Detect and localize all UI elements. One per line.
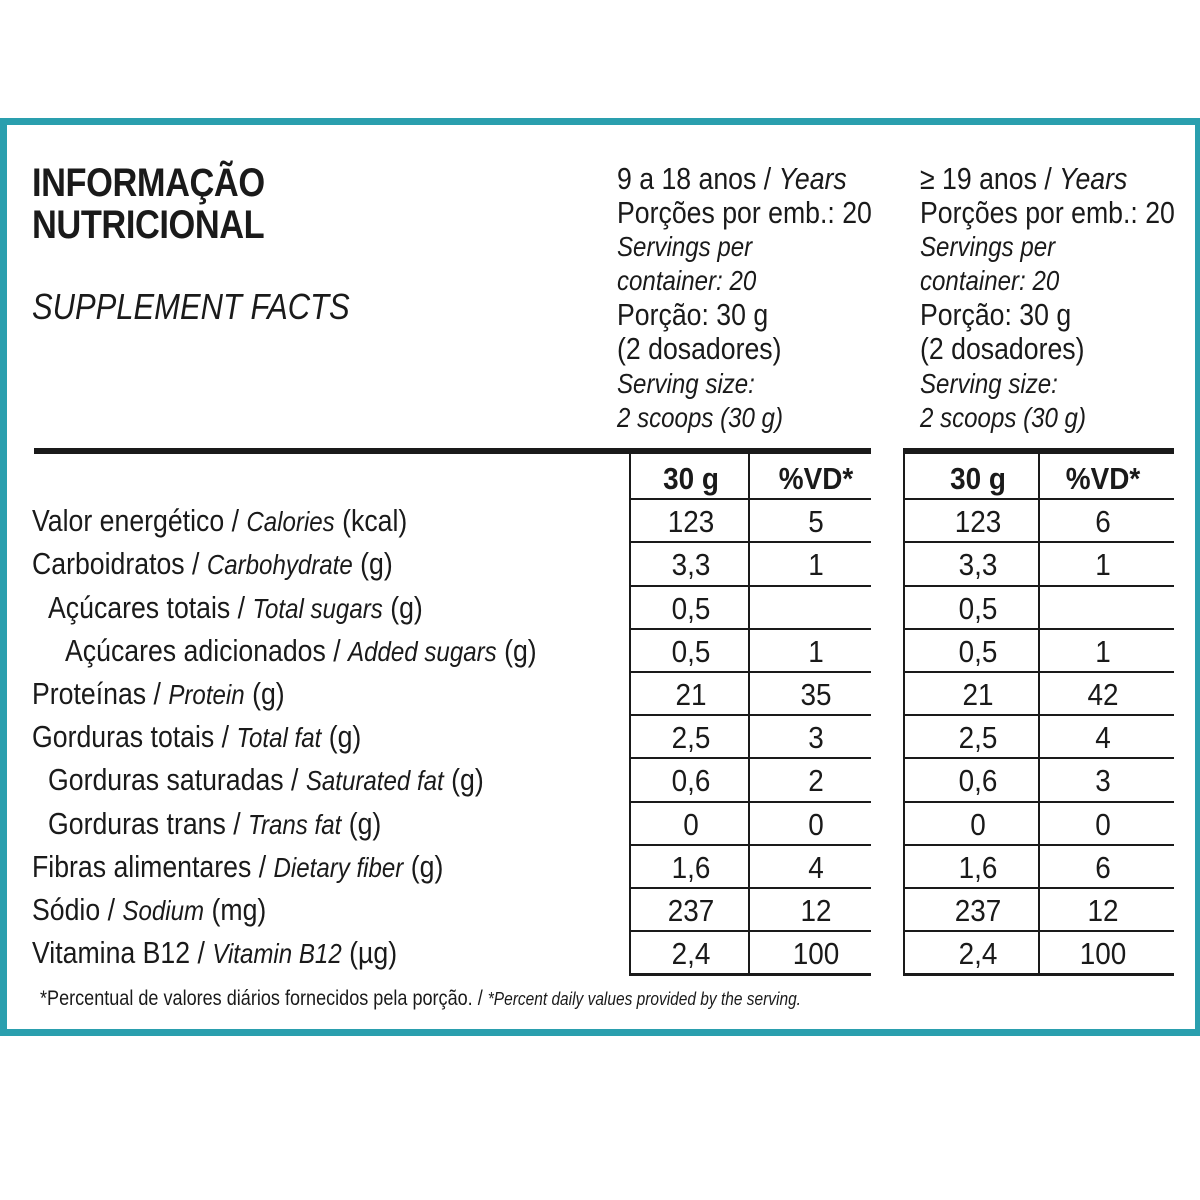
group-2-servings-en-2: container: 20	[920, 265, 1060, 296]
group-2-portion-pt-2: (2 dosadores)	[920, 331, 1085, 366]
dv-cell: 6	[1095, 850, 1111, 885]
dv-cell: 0	[808, 807, 824, 842]
row-label: Gorduras totais / Total fat (g)	[32, 719, 362, 754]
amount-cell: 123	[954, 504, 1002, 539]
thick-rule-left	[34, 448, 871, 454]
group-1-portion-pt-1: Porção: 30 g	[617, 297, 769, 332]
dv-cell: 4	[808, 850, 824, 885]
dv-cell: 0	[1095, 807, 1111, 842]
amount-cell: 3,3	[671, 547, 711, 582]
column-header-dv: %VD*	[1065, 461, 1141, 496]
amount-cell: 0,6	[671, 763, 711, 798]
title-line-2: NUTRICIONAL	[32, 203, 265, 247]
group-1-age: 9 a 18 anos / Years	[617, 161, 847, 196]
group-1-servings-pt: Porções por emb.: 20	[617, 195, 872, 230]
row-divider-left	[629, 498, 871, 500]
amount-cell: 0,5	[958, 591, 998, 626]
row-divider-left	[629, 801, 871, 803]
amount-cell: 21	[675, 677, 707, 712]
dv-cell: 4	[1095, 720, 1111, 755]
dv-cell: 35	[800, 677, 832, 712]
dv-cell: 6	[1095, 504, 1111, 539]
group-2-age: ≥ 19 anos / Years	[920, 161, 1128, 196]
dv-cell: 1	[808, 634, 824, 669]
column-header-amount: 30 g	[950, 461, 1006, 496]
group-2-servings-en-1: Servings per	[920, 231, 1056, 262]
amount-cell: 1,6	[671, 850, 711, 885]
row-label: Carboidratos / Carbohydrate (g)	[32, 546, 393, 581]
row-divider-left	[629, 585, 871, 587]
amount-cell: 0,5	[671, 634, 711, 669]
column-divider	[1038, 454, 1040, 975]
group-1-portion-en-1: Serving size:	[617, 368, 755, 399]
amount-cell: 1,6	[958, 850, 998, 885]
nutrition-panel	[0, 118, 1200, 1036]
amount-cell: 2,4	[958, 936, 998, 971]
amount-cell: 0	[683, 807, 699, 842]
amount-cell: 0,5	[671, 591, 711, 626]
dv-cell: 2	[808, 763, 824, 798]
row-label: Fibras alimentares / Dietary fiber (g)	[32, 849, 444, 884]
group-1-portion-pt-2: (2 dosadores)	[617, 331, 782, 366]
column-divider	[629, 454, 631, 975]
dv-cell: 1	[1095, 634, 1111, 669]
dv-cell: 3	[1095, 763, 1111, 798]
dv-cell: 12	[1087, 893, 1119, 928]
dv-cell: 42	[1087, 677, 1119, 712]
dv-cell: 3	[808, 720, 824, 755]
amount-cell: 237	[954, 893, 1002, 928]
amount-cell: 2,5	[671, 720, 711, 755]
group-2-portion-en-1: Serving size:	[920, 368, 1058, 399]
row-label: Gorduras trans / Trans fat (g)	[48, 806, 382, 841]
row-label: Gorduras saturadas / Saturated fat (g)	[48, 762, 484, 797]
column-divider	[903, 454, 905, 975]
amount-cell: 0,5	[958, 634, 998, 669]
dv-cell: 100	[792, 936, 840, 971]
dv-cell: 12	[800, 893, 832, 928]
group-1-servings-en-2: container: 20	[617, 265, 757, 296]
group-1-servings-en-1: Servings per	[617, 231, 753, 262]
amount-cell: 21	[962, 677, 994, 712]
subtitle: SUPPLEMENT FACTS	[32, 286, 350, 327]
row-label: Vitamina B12 / Vitamin B12 (µg)	[32, 935, 398, 970]
group-2-portion-pt-1: Porção: 30 g	[920, 297, 1072, 332]
group-1-portion-en-2: 2 scoops (30 g)	[617, 402, 783, 433]
amount-cell: 2,5	[958, 720, 998, 755]
dv-cell: 100	[1079, 936, 1127, 971]
amount-cell: 237	[667, 893, 715, 928]
dv-cell: 1	[1095, 547, 1111, 582]
row-label: Sódio / Sodium (mg)	[32, 892, 267, 927]
column-header-amount: 30 g	[663, 461, 719, 496]
amount-cell: 123	[667, 504, 715, 539]
column-header-dv: %VD*	[778, 461, 854, 496]
dv-cell: 5	[808, 504, 824, 539]
footnote: *Percentual de valores diários fornecidos pela porção. / *Percent daily values provided by the serving.	[40, 987, 801, 1010]
row-label: Açúcares totais / Total sugars (g)	[48, 590, 423, 625]
row-label: Valor energético / Calories (kcal)	[32, 503, 408, 538]
title-line-1: INFORMAÇÃO	[32, 161, 265, 205]
row-label: Proteínas / Protein (g)	[32, 676, 285, 711]
amount-cell: 2,4	[671, 936, 711, 971]
amount-cell: 3,3	[958, 547, 998, 582]
column-divider	[748, 454, 750, 975]
group-2-portion-en-2: 2 scoops (30 g)	[920, 402, 1086, 433]
amount-cell: 0,6	[958, 763, 998, 798]
row-label: Açúcares adicionados / Added sugars (g)	[65, 633, 537, 668]
group-2-servings-pt: Porções por emb.: 20	[920, 195, 1175, 230]
dv-cell: 1	[808, 547, 824, 582]
amount-cell: 0	[970, 807, 986, 842]
